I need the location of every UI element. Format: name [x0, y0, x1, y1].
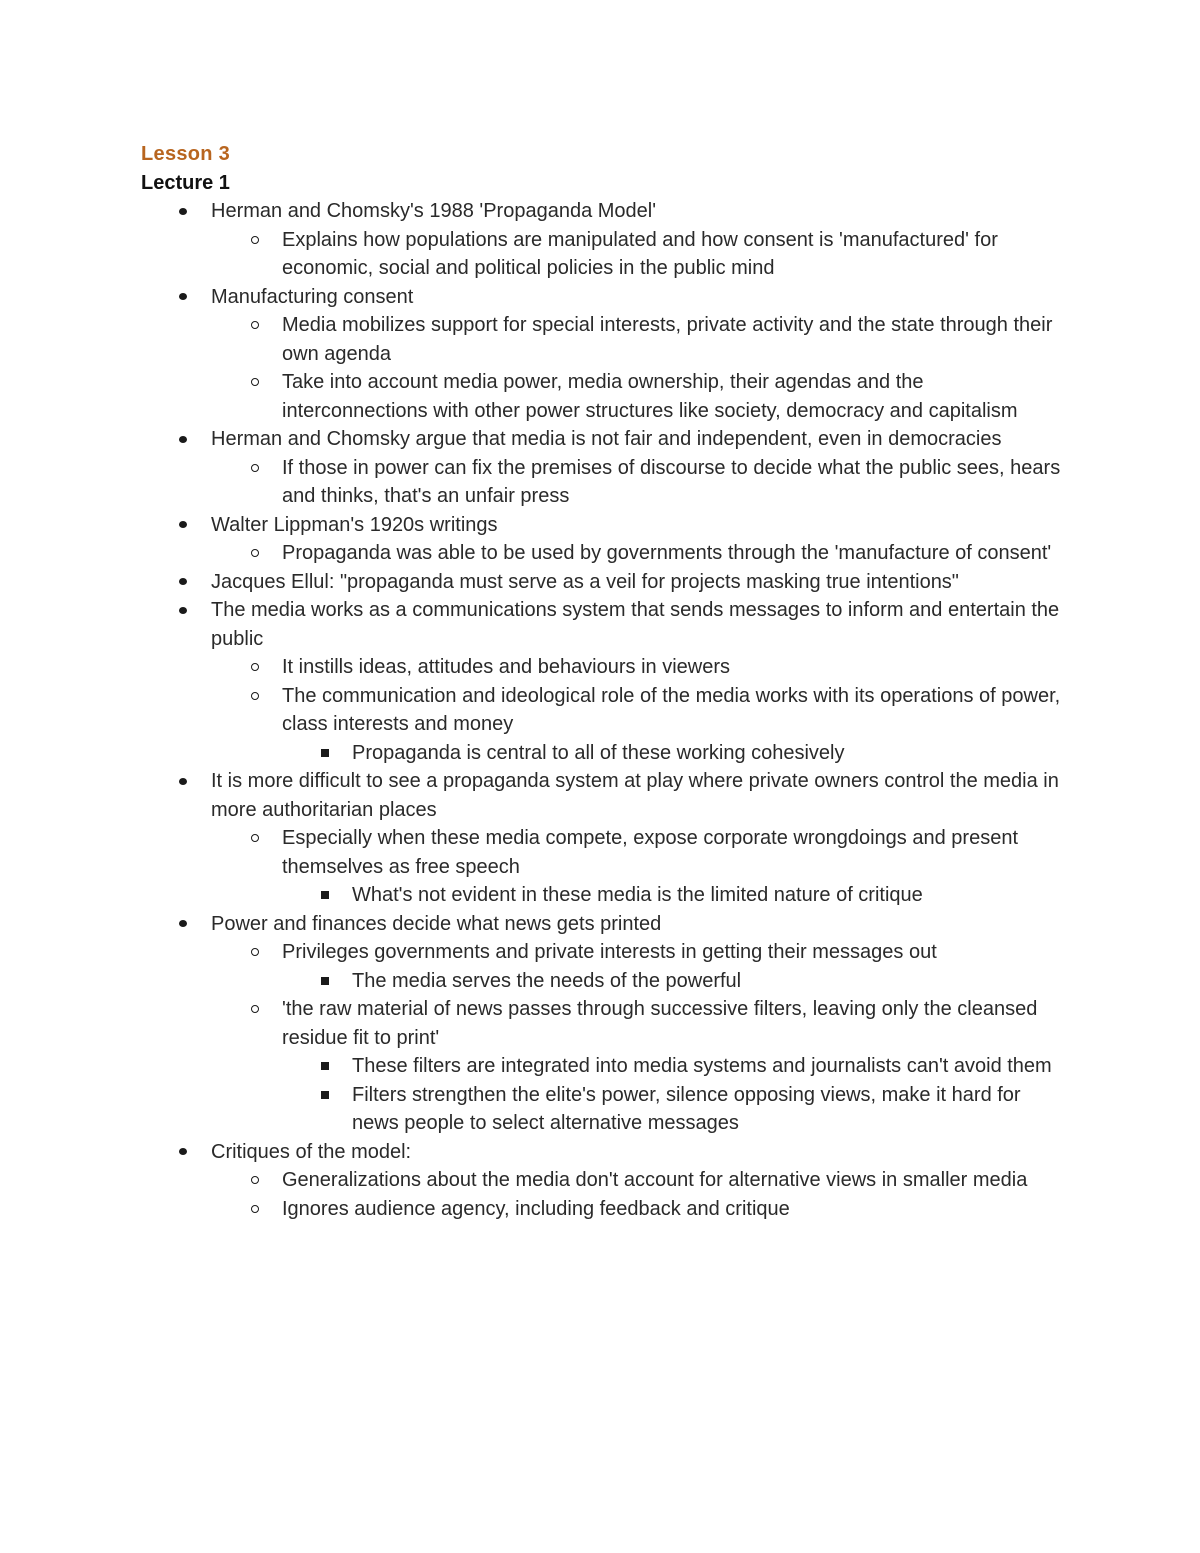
list-item-text: Ignores audience agency, including feedback and critique [282, 1197, 790, 1220]
list-item-text: Propaganda was able to be used by governments through the 'manufacture of consent' [282, 542, 1052, 564]
hollow-circle-bullet-icon [245, 539, 265, 568]
hollow-circle-bullet-icon [245, 226, 265, 255]
list-item-text: The media serves the needs of the powerful [352, 969, 742, 992]
list-item [141, 682, 1066, 739]
list-item-text: Especially when these media compete, expose corporate wrongdoings and present themselves as free speech [282, 827, 1018, 878]
notes-list [141, 197, 1066, 1223]
list-item-text: If those in power can fix the premises of discourse to decide what the public sees, hears and thinks, that's an unfair press [282, 456, 1061, 507]
list-item [141, 1195, 1066, 1224]
hollow-circle-bullet-icon [245, 368, 265, 397]
list-item [141, 197, 1066, 226]
list-item [141, 824, 1066, 881]
list-item-text: The media works as a communications system that sends messages to inform and entertain the public [211, 599, 1060, 650]
list-item-text: Privileges governments and private interests in getting their messages out [282, 941, 937, 963]
lecture-title: Lecture 1 [141, 172, 230, 194]
filled-circle-bullet-icon [173, 910, 193, 939]
filled-circle-bullet-icon [173, 197, 193, 226]
list-item-text: Walter Lippman's 1920s writings [211, 513, 498, 536]
list-item-text: These filters are integrated into media systems and journalists can't avoid them [352, 1055, 1052, 1077]
filled-circle-bullet-icon [173, 425, 193, 454]
hollow-circle-bullet-icon [245, 682, 265, 711]
filled-square-bullet-icon [315, 967, 335, 996]
list-item-text: Herman and Chomsky argue that media is not fair and independent, even in democracies [211, 428, 1002, 450]
hollow-circle-bullet-icon [245, 995, 265, 1024]
list-item-text: Power and finances decide what news gets printed [211, 912, 662, 935]
list-item-text: Filters strengthen the elite's power, silence opposing views, make it hard for news people to select alternative messages [352, 1083, 1021, 1134]
list-item-text: Media mobilizes support for special interests, private activity and the state through their own agenda [282, 314, 1053, 365]
hollow-circle-bullet-icon [245, 454, 265, 483]
filled-circle-bullet-icon [173, 767, 193, 796]
list-item [141, 910, 1066, 939]
filled-circle-bullet-icon [173, 511, 193, 540]
filled-square-bullet-icon [315, 1081, 335, 1110]
filled-circle-bullet-icon [173, 1138, 193, 1167]
hollow-circle-bullet-icon [245, 653, 265, 682]
list-item [141, 454, 1066, 511]
list-item-text: Critiques of the model: [211, 1140, 412, 1163]
list-item [141, 967, 1066, 996]
filled-circle-bullet-icon [173, 568, 193, 597]
list-item [141, 739, 1066, 768]
list-item [141, 511, 1066, 540]
list-item [141, 938, 1066, 967]
list-item [141, 1138, 1066, 1167]
list-item-text: The communication and ideological role of the media works with its operations of power, class interests and money [282, 684, 1061, 735]
list-item [141, 425, 1066, 454]
list-item-text: Generalizations about the media don't account for alternative views in smaller media [282, 1169, 1028, 1191]
list-item-text: Take into account media power, media ownership, their agendas and the interconnections with other power structures like society, democracy and capitalism [282, 371, 1018, 422]
list-item-text: What's not evident in these media is the limited nature of critique [352, 884, 923, 906]
list-item [141, 226, 1066, 283]
list-item-text: 'the raw material of news passes through successive filters, leaving only the cleansed residue fit to print' [282, 998, 1038, 1049]
list-item-text: Jacques Ellul: "propaganda must serve as a veil for projects masking true intentions" [211, 570, 959, 593]
list-item [141, 1166, 1066, 1195]
list-item [141, 1081, 1066, 1138]
filled-circle-bullet-icon [173, 283, 193, 312]
hollow-circle-bullet-icon [245, 1195, 265, 1224]
hollow-circle-bullet-icon [245, 938, 265, 967]
list-item [141, 653, 1066, 682]
filled-square-bullet-icon [315, 739, 335, 768]
filled-square-bullet-icon [315, 881, 335, 910]
list-item [141, 1052, 1066, 1081]
list-item [141, 311, 1066, 368]
list-item-text: Herman and Chomsky's 1988 'Propaganda Model' [211, 200, 657, 222]
filled-square-bullet-icon [315, 1052, 335, 1081]
list-item [141, 539, 1066, 568]
hollow-circle-bullet-icon [245, 824, 265, 853]
lesson-title: Lesson 3 [141, 143, 231, 165]
list-item [141, 767, 1066, 824]
list-item-text: It instills ideas, attitudes and behaviours in viewers [282, 656, 731, 678]
hollow-circle-bullet-icon [245, 1166, 265, 1195]
list-item [141, 995, 1066, 1052]
list-item [141, 596, 1066, 653]
filled-circle-bullet-icon [173, 596, 193, 625]
list-item-text: Manufacturing consent [211, 285, 414, 308]
document-page [141, 139, 1066, 1223]
list-item [141, 283, 1066, 312]
list-item [141, 568, 1066, 597]
list-item-text: Explains how populations are manipulated and how consent is 'manufactured' for economic, social and political policies in the public mind [282, 228, 998, 279]
list-item-text: It is more difficult to see a propaganda system at play where private owners control the media in more authoritarian places [211, 770, 1059, 821]
list-item [141, 881, 1066, 910]
list-item-text: Propaganda is central to all of these working cohesively [352, 741, 845, 764]
list-item [141, 368, 1066, 425]
hollow-circle-bullet-icon [245, 311, 265, 340]
